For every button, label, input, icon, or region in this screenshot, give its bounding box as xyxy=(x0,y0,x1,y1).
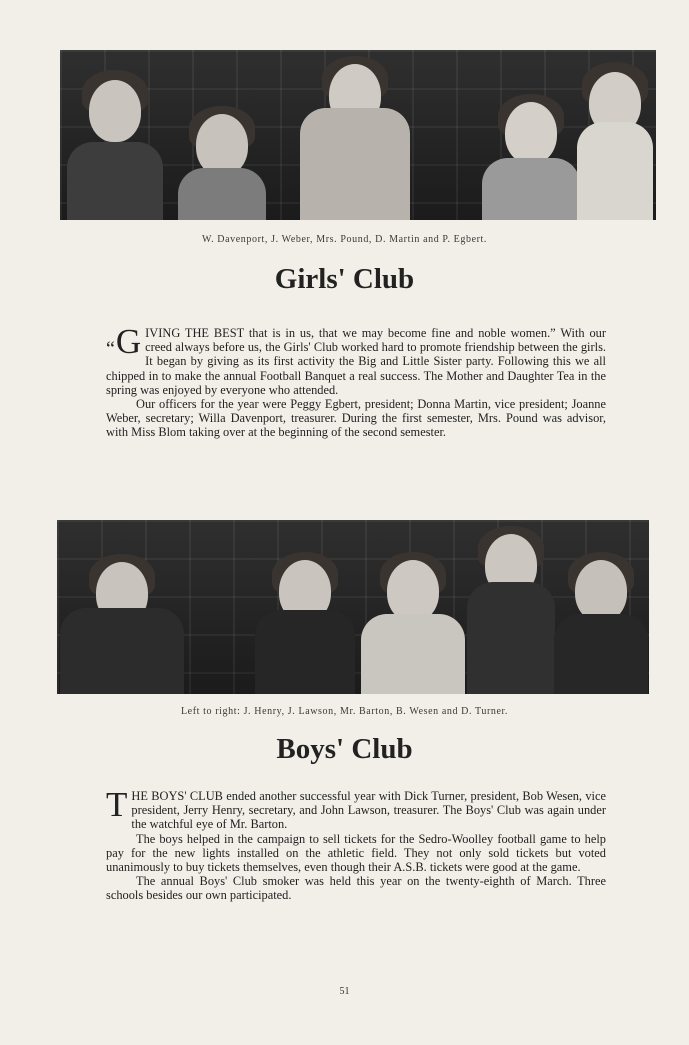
person-figure xyxy=(478,50,583,220)
person-figure xyxy=(553,520,649,694)
boys-club-caption: Left to right: J. Henry, J. Lawson, Mr. Barton, B. Wesen and D. Turner. xyxy=(180,706,509,717)
drop-cap: “G xyxy=(106,322,142,361)
girls-club-caption: W. Davenport, J. Weber, Mrs. Pound, D. Martin and P. Egbert. xyxy=(201,234,488,245)
girls-club-paragraph: Our officers for the year were Peggy Egbert, president; Donna Martin, vice president; Joanne Weber, secretary; Willa Davenport, treasurer. During the first semester, Mrs. Pound was advisor, with Miss Blom taking over at the beginning of the second semester. xyxy=(106,397,606,440)
boys-club-text xyxy=(106,785,606,903)
girls-club-photo xyxy=(60,50,656,220)
person-figure xyxy=(575,50,655,220)
boys-club-paragraph: The annual Boys' Club smoker was held this year on the twenty-eighth of March. Three schools besides our own participated. xyxy=(106,874,606,903)
person-figure xyxy=(359,520,467,694)
boys-club-photo xyxy=(57,520,649,694)
drop-cap: T xyxy=(106,785,128,824)
person-figure xyxy=(252,520,357,694)
girls-club-title: Girls' Club xyxy=(274,263,415,295)
person-figure xyxy=(172,50,272,220)
person-figure xyxy=(295,50,415,220)
girls-club-paragraph: “G IVING THE BEST that is in us, that we may become fine and noble women.” With our creed always before us, the Girls' Club worked hard to promote friendship between the girls. It began by giving as its first activity the Big and Little Sister party. Following this we all chipped in to make the annual Football Banquet a real success. The Mother and Daughter Tea in the spring was enjoyed by everyone who attended. xyxy=(106,322,606,397)
person-figure xyxy=(60,50,170,220)
person-figure xyxy=(465,520,557,694)
boys-club-paragraph: The boys helped in the campaign to sell tickets for the Sedro-Woolley football game to help pay for the new lights installed on the athletic field. They not only sold tickets but voted unanimously to buy tickets themselves, even though their A.S.B. tickets were good at the game. xyxy=(106,831,606,875)
page-number: 51 xyxy=(339,986,350,997)
boys-club-title: Boys' Club xyxy=(276,733,413,765)
boys-club-paragraph: THE BOYS' CLUB ended another successful year with Dick Turner, president, Bob Wesen, vice president, Jerry Henry, secretary, and John Lawson, treasurer. The Boys' Club was again under the watchful eye of Mr. Barton. xyxy=(106,785,606,832)
girls-club-text xyxy=(106,322,606,440)
person-figure xyxy=(57,520,187,694)
